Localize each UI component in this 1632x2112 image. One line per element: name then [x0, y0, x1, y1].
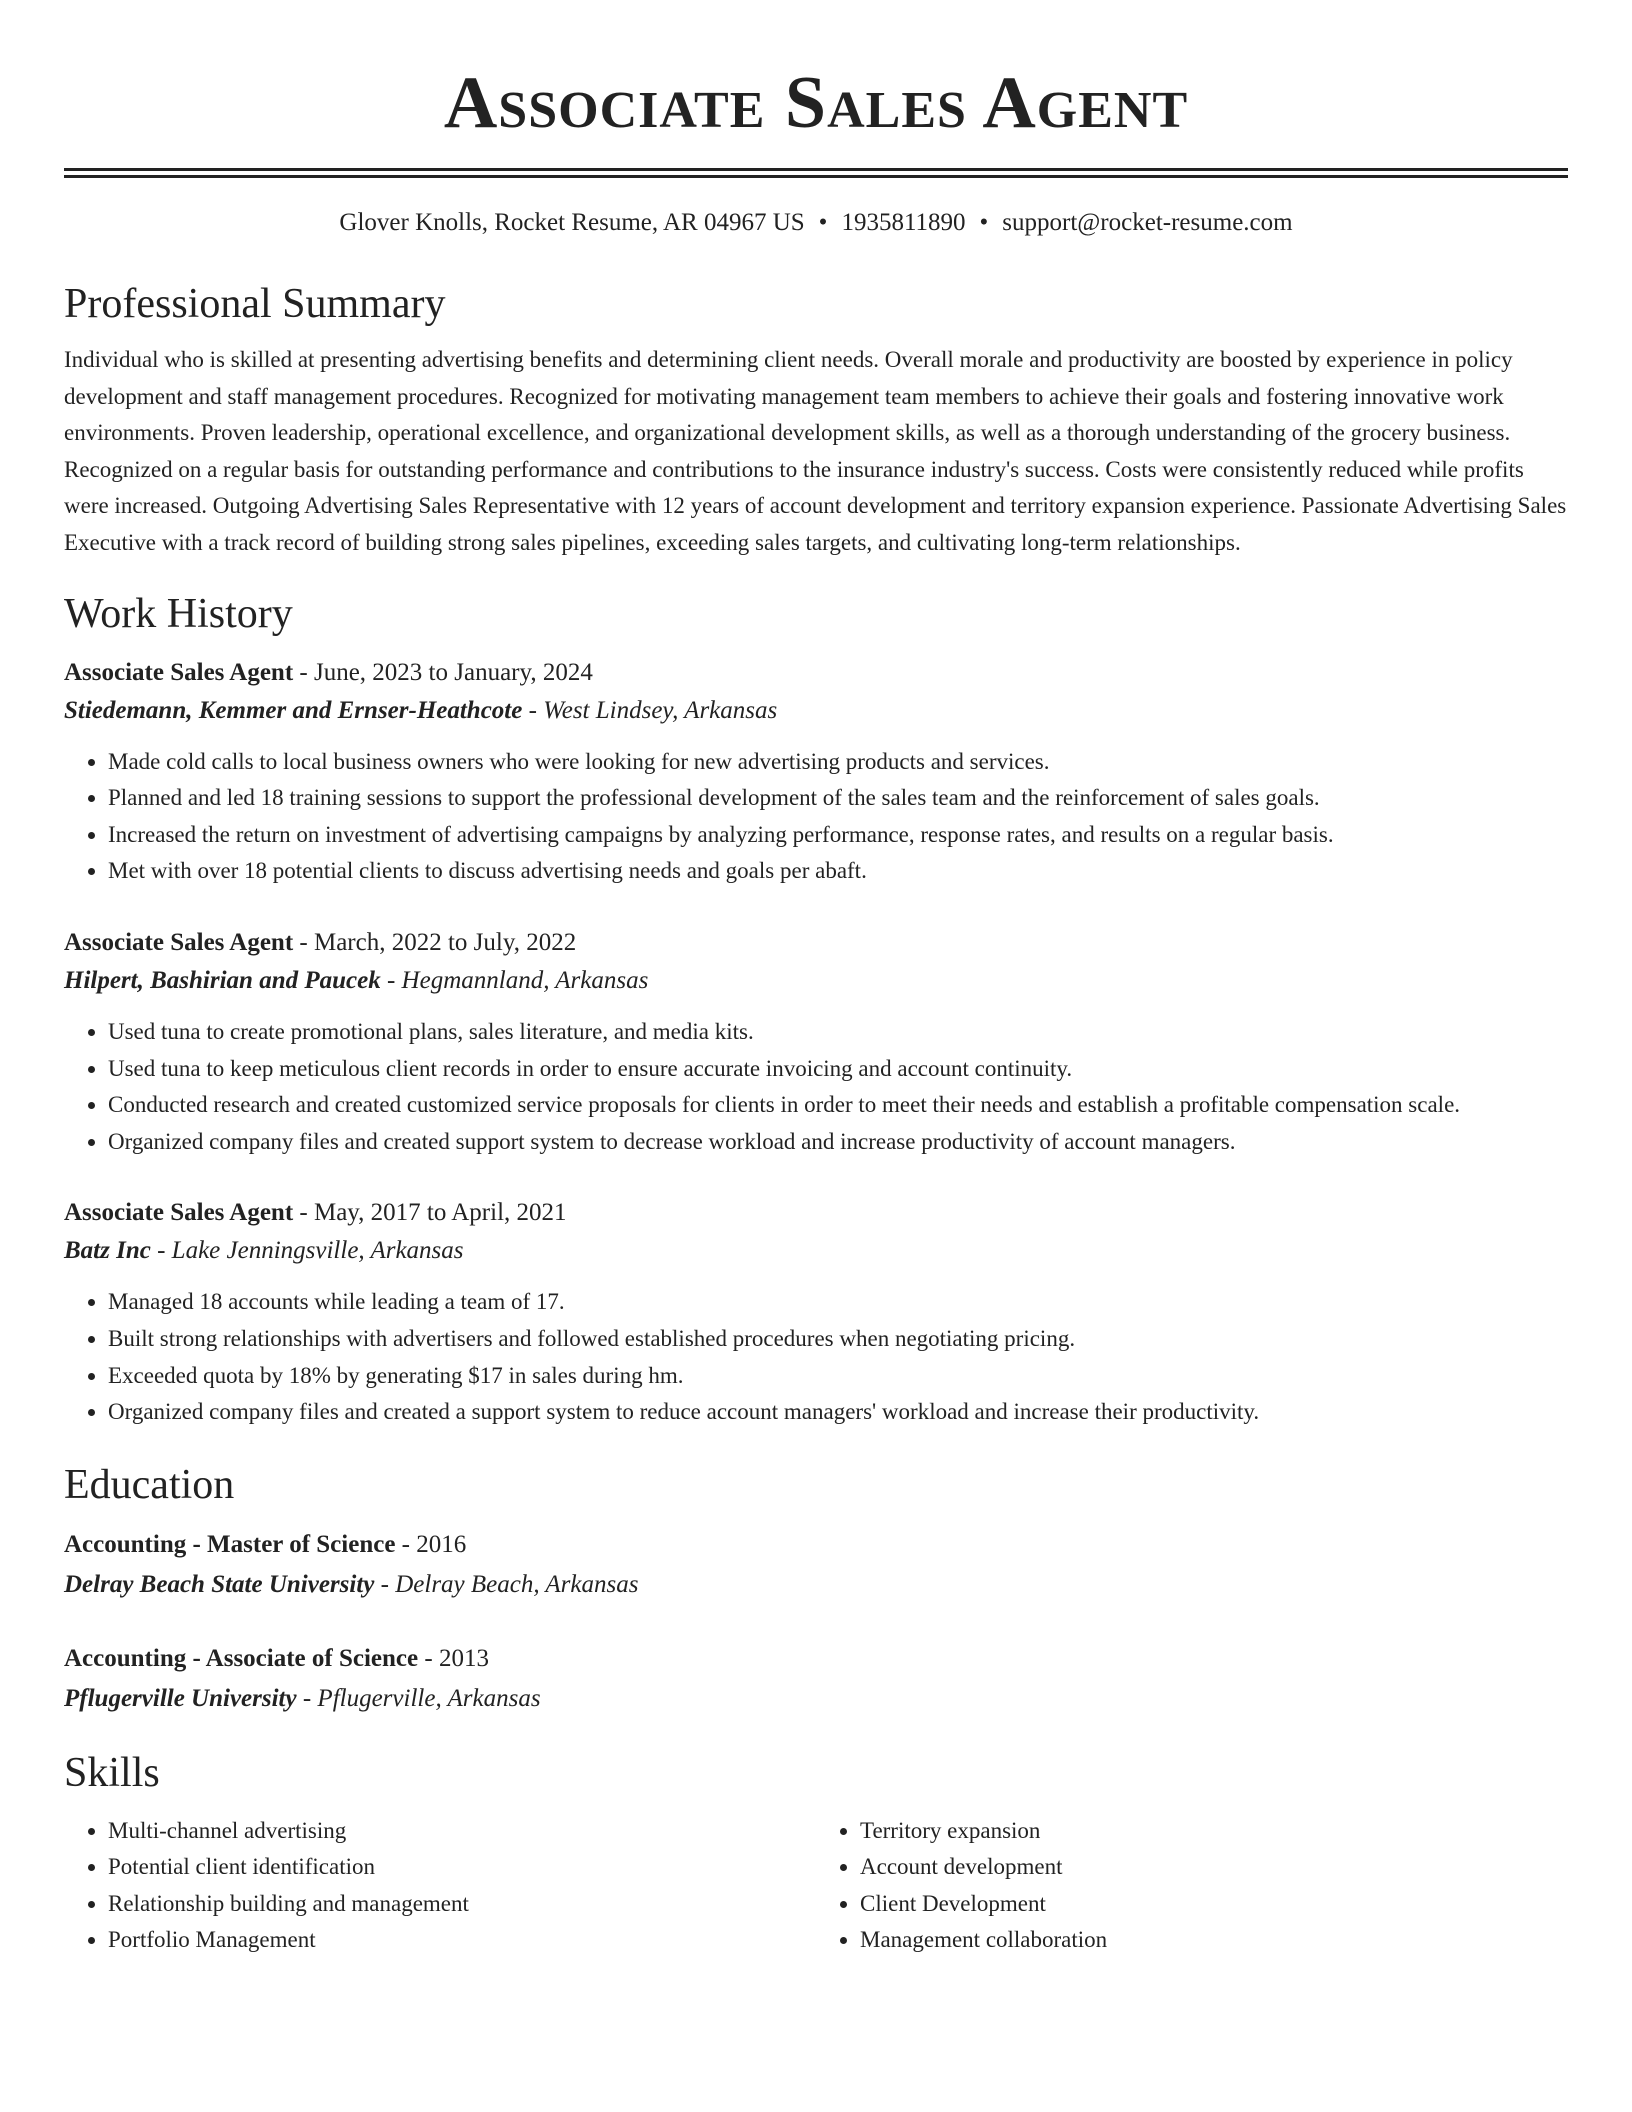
section-heading-summary: Professional Summary — [64, 281, 446, 327]
job-company-line — [64, 692, 1568, 730]
degree-line — [64, 1525, 1568, 1565]
education-entry — [64, 1525, 1568, 1605]
degree-year: 2016 — [416, 1530, 467, 1558]
list-item: • Built strong relationships with advertisers and followed established procedures when negotiating pricing. — [108, 1321, 1568, 1358]
job-location: Hegmannland, Arkansas — [401, 966, 649, 994]
contact-line — [64, 206, 1568, 240]
school-line — [64, 1565, 1568, 1605]
dash: - — [150, 1237, 172, 1265]
dash: - — [374, 1570, 396, 1598]
dash: - — [293, 928, 314, 956]
list-item: • Portfolio Management — [108, 1922, 816, 1959]
job-company-line — [64, 1232, 1568, 1270]
contact-separator: • — [979, 209, 989, 236]
job-company: Batz Inc — [64, 1237, 151, 1265]
list-item: • Made cold calls to local business owners who were looking for new advertising products and services. — [108, 744, 1568, 781]
list-item: • Exceeded quota by 18% by generating $17 in sales during hm. — [108, 1358, 1568, 1395]
list-item: • Met with over 18 potential clients to discuss advertising needs and goals per abaft. — [108, 853, 1568, 890]
job-entry — [64, 924, 1568, 1160]
list-item: • Management collaboration — [860, 1922, 1568, 1959]
list-item: • Multi-channel advertising — [108, 1813, 816, 1850]
job-bullets — [64, 1284, 1568, 1430]
dash: - — [522, 696, 544, 724]
skills-grid — [64, 1813, 1568, 1959]
job-bullets — [64, 1014, 1568, 1160]
list-item: • Potential client identification — [108, 1849, 816, 1886]
list-item: • Client Development — [860, 1886, 1568, 1923]
dash: - — [293, 658, 314, 686]
degree-name: Accounting - Master of Science — [64, 1530, 396, 1558]
job-title: Associate Sales Agent — [64, 658, 294, 686]
job-title: Associate Sales Agent — [64, 1199, 294, 1227]
job-dates: June, 2023 to January, 2024 — [313, 658, 593, 686]
skills-column-left — [64, 1813, 816, 1959]
list-item: • Increased the return on investment of advertising campaigns by analyzing performance, response rates, and results on a regular basis. — [108, 817, 1568, 854]
job-location: West Lindsey, Arkansas — [543, 696, 778, 724]
job-location: Lake Jenningsville, Arkansas — [171, 1237, 464, 1265]
job-title-line — [64, 1194, 1568, 1232]
resume-title: Associate Sales Agent — [443, 62, 1189, 144]
list-item: • Account development — [860, 1849, 1568, 1886]
dash: - — [380, 966, 402, 994]
contact-email: support@rocket-resume.com — [1002, 209, 1293, 236]
contact-address: Glover Knolls, Rocket Resume, AR 04967 US — [339, 209, 805, 236]
skills-column-right — [816, 1813, 1568, 1959]
list-item: • Used tuna to keep meticulous client records in order to ensure accurate invoicing and account continuity. — [108, 1051, 1568, 1088]
list-item: • Managed 18 accounts while leading a team of 17. — [108, 1284, 1568, 1321]
school-name: Delray Beach State University — [64, 1570, 375, 1598]
job-title-line — [64, 654, 1568, 692]
dash: - — [418, 1644, 439, 1672]
job-dates: May, 2017 to April, 2021 — [313, 1199, 567, 1227]
degree-line — [64, 1639, 1568, 1679]
contact-phone: 1935811890 — [841, 209, 966, 236]
section-heading-education: Education — [64, 1461, 235, 1508]
list-item: • Planned and led 18 training sessions to support the professional development of the sales team and the reinforcement of sales goals. — [108, 780, 1568, 817]
list-item: • Used tuna to create promotional plans, sales literature, and media kits. — [108, 1014, 1568, 1051]
dash: - — [395, 1530, 417, 1558]
title-double-rule — [64, 168, 1568, 178]
school-name: Pflugerville University — [64, 1684, 297, 1712]
dash: - — [293, 1199, 314, 1227]
dash: - — [296, 1684, 318, 1712]
summary-text: Individual who is skilled at presenting advertising benefits and determining client needs. Overall morale and productivity are boosted by experience in policy development and staff management procedures. Recognized for motivating management team members to achieve their goals and fostering innovative work environments. Proven leadership, operational excellence, and organizational development skills, as well as a thorough understanding of the grocery business. Recognized on a regular basis for outstanding performance and contributions to the insurance industry's success. Costs were consistently reduced while profits were increased. Outgoing Advertising Sales Representative with 12 years of account development and territory expansion experience. Passionate Advertising Sales Executive with a track record of building strong sales pipelines, exceeding sales targets, and cultivating long-term relationships. — [64, 347, 1567, 555]
job-company: Hilpert, Bashirian and Paucek — [64, 966, 381, 994]
list-item: • Organized company files and created support system to decrease workload and increase productivity of account managers. — [108, 1124, 1568, 1161]
section-heading-work-history: Work History — [64, 590, 293, 637]
job-company-line — [64, 962, 1568, 1000]
list-item: • Organized company files and created a support system to reduce account managers' workload and increase their productivity. — [108, 1394, 1568, 1431]
job-title: Associate Sales Agent — [64, 928, 294, 956]
job-entry — [64, 1194, 1568, 1430]
list-item: • Relationship building and management — [108, 1886, 816, 1923]
school-line — [64, 1679, 1568, 1719]
education-entry — [64, 1639, 1568, 1719]
job-entry — [64, 654, 1568, 890]
degree-year: 2013 — [438, 1644, 489, 1672]
section-heading-skills: Skills — [64, 1749, 160, 1796]
list-item: • Conducted research and created customized service proposals for clients in order to meet their needs and establish a profitable compensation scale. — [108, 1087, 1568, 1124]
contact-separator: • — [818, 209, 828, 236]
job-dates: March, 2022 to July, 2022 — [313, 928, 577, 956]
degree-name: Accounting - Associate of Science — [64, 1644, 419, 1672]
school-location: Delray Beach, Arkansas — [395, 1570, 639, 1598]
job-bullets — [64, 744, 1568, 890]
job-company: Stiedemann, Kemmer and Ernser-Heathcote — [64, 696, 523, 724]
job-title-line — [64, 924, 1568, 962]
list-item: • Territory expansion — [860, 1813, 1568, 1850]
school-location: Pflugerville, Arkansas — [317, 1684, 541, 1712]
